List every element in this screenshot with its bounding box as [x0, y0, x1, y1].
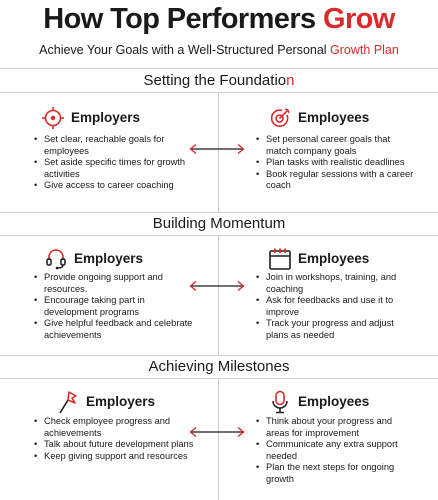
list-item: • Keep giving support and resources: [34, 451, 194, 463]
column-divider: [218, 378, 219, 500]
employers-label: Employers: [71, 110, 141, 125]
list-item: • Give access to career coaching: [34, 180, 194, 192]
microphone-icon: [268, 390, 294, 414]
divider: [0, 68, 438, 69]
headset-icon: [44, 247, 70, 271]
employees-label: Employees: [298, 251, 370, 266]
employees-list: [256, 272, 416, 342]
list-item: • Set personal career goals that match company goals: [256, 134, 416, 157]
double-arrow-icon: [188, 426, 246, 438]
list-item: • Plan tasks with realistic deadlines: [256, 157, 416, 169]
list-item: • Set aside specific times for growth activities: [34, 157, 194, 180]
list-item: • Plan the next steps for ongoing growth: [256, 462, 416, 485]
divider: [0, 92, 438, 93]
list-item: • Communicate any extra support needed: [256, 439, 416, 462]
divider: [0, 235, 438, 236]
column-divider: [218, 235, 219, 355]
list-item: • Talk about future development plans: [34, 439, 194, 451]
list-item: • Book regular sessions with a career coach: [256, 169, 416, 192]
flag-icon: [56, 390, 82, 414]
section-title-milestones: [0, 358, 438, 376]
list-item: • Track your progress and adjust plans as needed: [256, 318, 416, 341]
employers-list: [34, 272, 194, 342]
list-item: • Provide ongoing support and resources.: [34, 272, 194, 295]
section-title-momentum: [0, 215, 438, 233]
employees-label: Employees: [298, 394, 370, 409]
list-item: • Give helpful feedback and celebrate achievements: [34, 318, 194, 341]
list-item: • Encourage taking part in development programs: [34, 295, 194, 318]
subtitle-accent: Growth Plan: [330, 43, 399, 57]
calendar-icon: [268, 247, 294, 271]
double-arrow-icon: [188, 280, 246, 292]
divider: [0, 355, 438, 356]
title-accent: Grow: [323, 3, 395, 35]
section-title-foundation: [0, 72, 438, 90]
employers-label: Employers: [86, 394, 156, 409]
employers-list: [34, 134, 194, 192]
goal-dart-icon: [268, 106, 294, 130]
list-item: • Join in workshops, training, and coaching: [256, 272, 416, 295]
page-subtitle: [0, 42, 438, 58]
employees-list: [256, 134, 416, 192]
section-title-accent: n: [286, 72, 295, 89]
page-title: [0, 2, 438, 36]
section-title-text: Building Momentum: [152, 215, 286, 232]
section-title-text: Setting the Foundatio: [143, 72, 287, 89]
divider: [0, 378, 438, 379]
employers-list: [34, 416, 194, 462]
list-item: • Check employee progress and achievements: [34, 416, 194, 439]
title-text: How Top Performers: [43, 3, 323, 35]
employees-label: Employees: [298, 110, 370, 125]
list-item: • Think about your progress and areas for improvement: [256, 416, 416, 439]
employers-label: Employers: [74, 251, 144, 266]
list-item: • Ask for feedbacks and use it to improve: [256, 295, 416, 318]
divider: [0, 212, 438, 213]
list-item: • Set clear, reachable goals for employees: [34, 134, 194, 157]
target-icon: [41, 106, 67, 130]
employees-list: [256, 416, 416, 486]
subtitle-text: Achieve Your Goals with a Well-Structured Personal: [39, 43, 331, 57]
section-title-text: Achieving Milestones: [148, 358, 290, 375]
double-arrow-icon: [188, 143, 246, 155]
